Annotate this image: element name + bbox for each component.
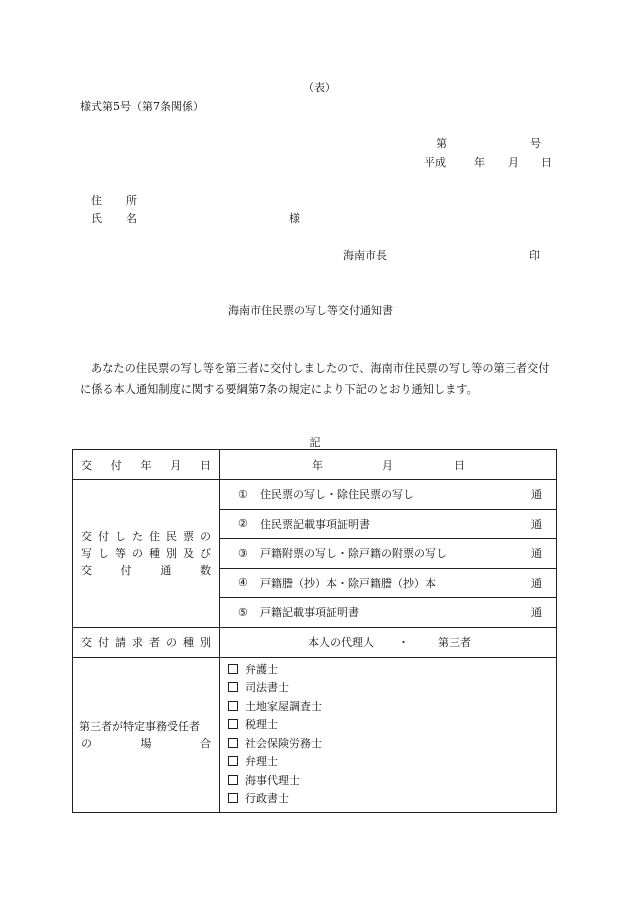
issue-date-label: 交 付 年 月 日 bbox=[73, 450, 220, 480]
list-item: 税理士 bbox=[228, 716, 556, 735]
issue-date-value: 年 月 日 bbox=[220, 450, 557, 480]
list-item: 弁護士 bbox=[228, 661, 556, 680]
option-separator: ・ bbox=[398, 636, 409, 649]
checkbox[interactable] bbox=[228, 756, 238, 766]
requester-row bbox=[73, 627, 557, 657]
list-item: ⑤ 戸籍記載事項証明書 通 bbox=[238, 605, 542, 620]
doc-number-suffix: 号 bbox=[530, 137, 541, 150]
issuer-name: 海南市長 bbox=[343, 249, 387, 262]
types-label: 交 付 し た 住 民 票 の 写 し 等 の 種 別 及 び 交 付 通 数 bbox=[73, 480, 220, 628]
issue-date-row bbox=[73, 450, 557, 480]
option-agent: 本人の代理人 bbox=[308, 636, 374, 649]
checkbox[interactable] bbox=[228, 719, 238, 729]
professions-list bbox=[220, 657, 557, 812]
list-item: 海事代理士 bbox=[228, 772, 556, 791]
option-third-party: 第三者 bbox=[438, 636, 471, 649]
body-paragraph: あなたの住民票の写し等を第三者に交付しましたので、海南市住民票の写し等の第三者交付に係る本人通知制度に関する要綱第7条の規定により下記のとおり通知します。 bbox=[80, 362, 550, 396]
requester-label: 交 付 請 求 者 の 種 別 bbox=[73, 627, 220, 657]
checkbox[interactable] bbox=[228, 682, 238, 692]
types-list bbox=[220, 480, 557, 628]
checkbox[interactable] bbox=[228, 775, 238, 785]
types-row bbox=[73, 480, 557, 628]
day-label: 日 bbox=[541, 156, 552, 169]
list-item: ② 住民票記載事項証明書 通 bbox=[220, 510, 556, 540]
address-label-1: 住 bbox=[91, 194, 102, 207]
seal-mark: 印 bbox=[529, 249, 540, 262]
list-item: 司法書士 bbox=[228, 679, 556, 698]
ki-heading: 記 bbox=[309, 436, 321, 449]
list-item: 弁理士 bbox=[228, 753, 556, 772]
name-label-1: 氏 bbox=[91, 212, 102, 225]
specific-row bbox=[73, 657, 557, 812]
list-item: 行政書士 bbox=[228, 790, 556, 809]
requester-options bbox=[220, 627, 557, 657]
notification-table bbox=[72, 449, 557, 813]
era-label: 平成 bbox=[424, 156, 446, 169]
year-label: 年 bbox=[474, 156, 485, 169]
checkbox[interactable] bbox=[228, 701, 238, 711]
list-item: 土地家屋調査士 bbox=[228, 698, 556, 717]
specific-label: 第三者が特定事務受任者 の 場 合 bbox=[73, 657, 220, 812]
honorific: 様 bbox=[289, 212, 300, 225]
list-item: ④ 戸籍謄（抄）本・除戸籍謄（抄）本 通 bbox=[220, 569, 556, 599]
form-number: 様式第5号（第7条関係） bbox=[80, 100, 204, 113]
name-label-2: 名 bbox=[126, 212, 137, 225]
list-item: ① 住民票の写し・除住民票の写し 通 bbox=[220, 480, 556, 510]
list-item: 社会保険労務士 bbox=[228, 735, 556, 754]
checkbox[interactable] bbox=[228, 793, 238, 803]
doc-number-prefix: 第 bbox=[436, 137, 447, 150]
address-label-2: 所 bbox=[126, 194, 137, 207]
face-mark: （表） bbox=[303, 81, 336, 94]
month-label: 月 bbox=[508, 156, 519, 169]
list-item: ③ 戸籍附票の写し・除戸籍の附票の写し 通 bbox=[220, 539, 556, 569]
document-title: 海南市住民票の写し等交付通知書 bbox=[228, 304, 393, 317]
checkbox[interactable] bbox=[228, 664, 238, 674]
checkbox[interactable] bbox=[228, 738, 238, 748]
